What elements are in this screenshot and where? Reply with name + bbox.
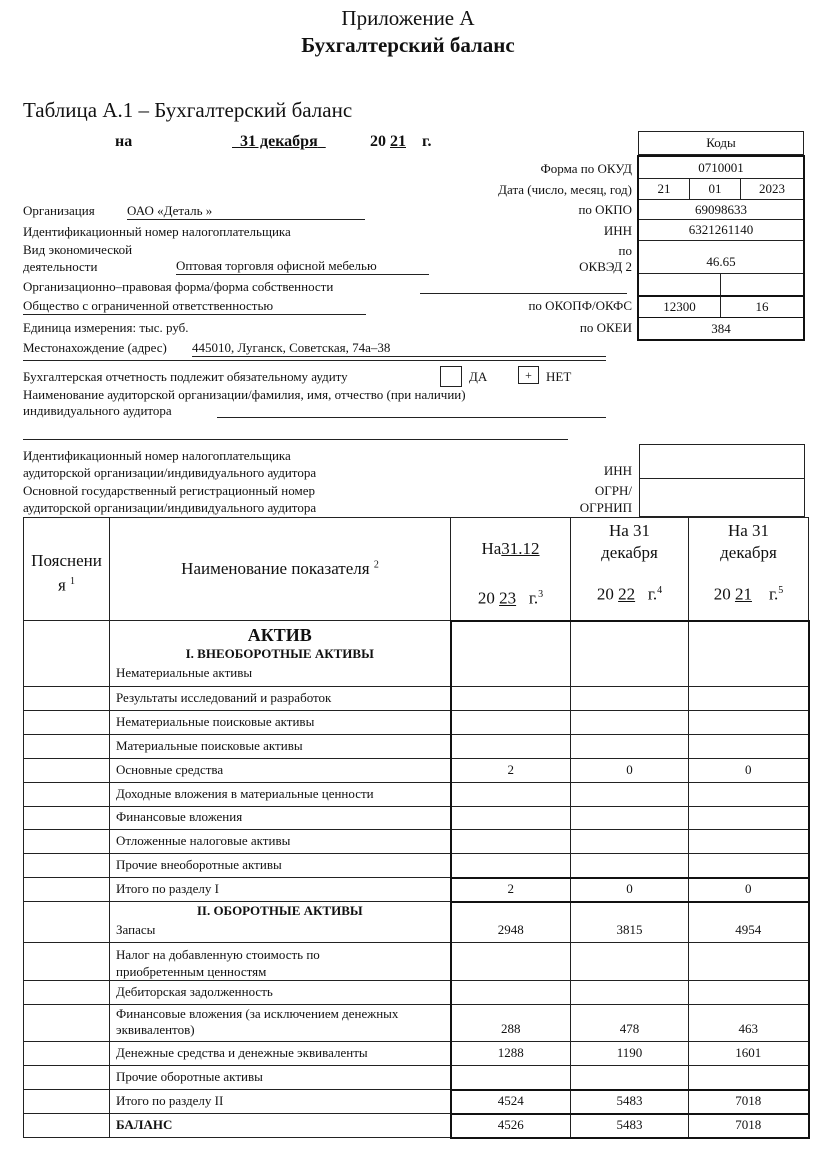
date-label: Дата (число, месяц, год) <box>498 182 632 197</box>
table-row <box>24 621 809 687</box>
row-label-line-2: эквивалентов) <box>116 1022 195 1037</box>
year-suffix: 21 <box>390 133 406 150</box>
col-notes-text-1: Пояснени <box>31 551 102 571</box>
legal-form-field: Общество с ограниченной ответственностью <box>23 298 366 315</box>
row-notes-cell <box>24 830 110 854</box>
section-asset-title: АКТИВ <box>247 625 312 645</box>
table-row-balance-total <box>24 1114 809 1138</box>
value-2022 <box>571 621 689 687</box>
row-label: Дебиторская задолженность <box>110 981 451 1005</box>
col-notes-header <box>24 518 110 621</box>
okopf-spacer <box>639 274 721 295</box>
col-notes-sup: 1 <box>70 576 76 588</box>
value-2022: 0 <box>571 878 689 902</box>
col-notes-text-2: я <box>57 575 66 595</box>
value-2023 <box>451 711 571 735</box>
value-2022 <box>571 687 689 711</box>
value-2023 <box>451 735 571 759</box>
value-2021 <box>689 854 809 878</box>
auditor-ogrn-label-1: ОГРН/ <box>594 483 632 498</box>
value-2023 <box>451 783 571 807</box>
okved-label-1: по <box>618 243 632 258</box>
table-row <box>24 981 809 1005</box>
value-2023 <box>451 807 571 830</box>
table-row-subtotal-2 <box>24 1090 809 1114</box>
inn-code: 6321261140 <box>639 220 803 241</box>
audit-question: Бухгалтерская отчетность подлежит обязательному аудиту <box>23 369 348 384</box>
row-label: Запасы <box>116 922 156 937</box>
row-label: Итого по разделу II <box>110 1090 451 1114</box>
auditor-ogrn-label-2: ОГРНИП <box>579 500 632 515</box>
col-name-header <box>110 518 451 621</box>
value-2021 <box>689 830 809 854</box>
value-2023 <box>451 1066 571 1090</box>
table-row <box>24 1005 809 1042</box>
value-2021 <box>689 687 809 711</box>
value-2023: 4526 <box>451 1114 571 1138</box>
table-row <box>24 735 809 759</box>
audit-yes-checkbox[interactable] <box>440 366 462 387</box>
value-2021: 7018 <box>689 1114 809 1138</box>
activity-label-2: деятельности <box>23 259 98 274</box>
activity-label <box>23 241 132 275</box>
col-2022-header <box>571 518 689 621</box>
auditor-inn-text-2: аудиторской организации/индивидуального аудитора <box>23 465 317 480</box>
row-notes-cell <box>24 1005 110 1042</box>
row-notes-cell <box>24 621 110 687</box>
auditor-inn-text-1: Идентификационный номер налогоплательщика <box>23 448 291 463</box>
value-2023: 2 <box>451 759 571 783</box>
value-2022: 5483 <box>571 1090 689 1114</box>
col-name-text: Наименование показателя <box>181 559 370 578</box>
date-prefix: на <box>115 133 133 150</box>
okopf-code: 12300 <box>637 295 721 317</box>
org-name-field: ОАО «Деталь » <box>127 203 365 220</box>
row-notes-cell <box>24 1090 110 1114</box>
value-2022 <box>571 1066 689 1090</box>
value-2021: 463 <box>689 1005 809 1042</box>
table-row <box>24 687 809 711</box>
value-2023 <box>451 830 571 854</box>
row-label-line-1: Финансовые вложения (за исключением денежных <box>116 1006 399 1021</box>
auditor-inn-text <box>23 447 316 481</box>
value-2021 <box>689 783 809 807</box>
okud-code: 0710001 <box>639 157 803 179</box>
value-2023: 1288 <box>451 1042 571 1066</box>
col-2022-top-1: На 31 <box>608 521 651 540</box>
col-2023-year: 23 <box>499 588 517 608</box>
okopf-label: по ОКОПФ/ОКФС <box>528 298 632 313</box>
unit-label: Единица измерения: тыс. руб. <box>23 320 189 335</box>
value-2021 <box>689 1066 809 1090</box>
value-2023 <box>451 621 571 687</box>
auditor-name-label-1: Наименование аудиторской организации/фамилия, имя, отчество (при наличии) <box>23 387 466 402</box>
auditor-inn-label: ИНН <box>603 463 632 478</box>
report-date-value: 31 декабря <box>240 133 318 150</box>
okfs-code: 16 <box>721 295 805 317</box>
value-2022: 1190 <box>571 1042 689 1066</box>
value-2021 <box>689 711 809 735</box>
value-2022: 478 <box>571 1005 689 1042</box>
table-row <box>24 807 809 830</box>
value-2023: 4524 <box>451 1090 571 1114</box>
col-2021-unit: г. <box>768 584 779 604</box>
date-year: 2023 <box>741 179 803 200</box>
row-name-cell <box>110 943 451 981</box>
row-notes-cell <box>24 854 110 878</box>
row-notes-cell <box>24 759 110 783</box>
row-label: Прочие внеоборотные активы <box>110 854 451 878</box>
row-notes-cell <box>24 783 110 807</box>
row-notes-cell <box>24 711 110 735</box>
okved-code: 46.65 <box>639 241 803 274</box>
value-2023 <box>451 854 571 878</box>
table-row <box>24 854 809 878</box>
col-2021-year: 21 <box>734 584 752 604</box>
balance-table <box>23 517 810 1139</box>
col-name-sup: 2 <box>373 559 379 571</box>
value-2023: 2 <box>451 878 571 902</box>
value-2022 <box>571 943 689 981</box>
address-double-line <box>23 360 606 361</box>
report-date <box>232 133 326 151</box>
row-label-line-1: Налог на добавленную стоимость по <box>116 947 320 962</box>
audit-no-label: НЕТ <box>546 369 572 384</box>
value-2022 <box>571 981 689 1005</box>
value-2022: 3815 <box>571 902 689 943</box>
row-notes-cell <box>24 735 110 759</box>
value-2021: 0 <box>689 759 809 783</box>
auditor-ogrn-label <box>580 482 632 516</box>
row-notes-cell <box>24 687 110 711</box>
document-title: Бухгалтерский баланс <box>301 33 515 57</box>
okpo-label: по ОКПО <box>578 202 632 217</box>
value-2022 <box>571 854 689 878</box>
table-row <box>24 1066 809 1090</box>
value-2021: 1601 <box>689 1042 809 1066</box>
row-label: Прочие оборотные активы <box>110 1066 451 1090</box>
col-2023-sup: 3 <box>538 588 544 600</box>
year-prefix: 20 <box>370 133 386 150</box>
audit-no-checkbox[interactable]: + <box>518 366 539 384</box>
row-label-line-2: приобретенным ценностям <box>116 964 267 979</box>
row-notes-cell <box>24 943 110 981</box>
value-2023 <box>451 981 571 1005</box>
value-2021 <box>689 981 809 1005</box>
row-label: Материальные поисковые активы <box>110 735 451 759</box>
table-row <box>24 711 809 735</box>
inn-text: Идентификационный номер налогоплательщика <box>23 224 291 239</box>
row-name-cell <box>110 1005 451 1042</box>
row-label: Результаты исследований и разработок <box>110 687 451 711</box>
value-2023: 2948 <box>451 902 571 943</box>
value-2022 <box>571 735 689 759</box>
table-row <box>24 783 809 807</box>
row-name-cell <box>110 621 451 687</box>
value-2023: 288 <box>451 1005 571 1042</box>
table-row <box>24 902 809 943</box>
col-2023-prefix: На <box>481 538 502 558</box>
legal-form-code-line <box>420 293 627 294</box>
value-2021 <box>689 807 809 830</box>
value-2022: 0 <box>571 759 689 783</box>
okved-label <box>579 243 632 275</box>
auditor-name-field[interactable] <box>217 417 606 418</box>
row-label: Денежные средства и денежные эквиваленты <box>110 1042 451 1066</box>
value-2022: 5483 <box>571 1114 689 1138</box>
col-2023-unit: г. <box>528 588 539 608</box>
row-label: Нематериальные поисковые активы <box>110 711 451 735</box>
row-notes-cell <box>24 807 110 830</box>
row-notes-cell <box>24 878 110 902</box>
value-2022 <box>571 807 689 830</box>
activity-field: Оптовая торговля офисной мебелью <box>176 258 429 275</box>
table-row <box>24 759 809 783</box>
value-2021 <box>689 621 809 687</box>
col-2021-top-1: На 31 <box>727 521 770 540</box>
audit-yes-label: ДА <box>469 369 488 384</box>
row-notes-cell <box>24 1042 110 1066</box>
row-label: Доходные вложения в материальные ценности <box>110 783 451 807</box>
auditor-ogrn-text-1: Основной государственный регистрационный номер <box>23 483 315 498</box>
appendix-label: Приложение А <box>341 6 475 30</box>
col-2021-sup: 5 <box>778 585 784 596</box>
table-row <box>24 830 809 854</box>
value-2022 <box>571 711 689 735</box>
value-2021: 7018 <box>689 1090 809 1114</box>
legal-form-label: Организационно–правовая форма/форма собственности <box>23 279 334 294</box>
date-month: 01 <box>690 179 741 200</box>
col-2022-unit: г. <box>647 584 658 604</box>
okved-label-2: ОКВЭД 2 <box>579 259 632 274</box>
table-header-row <box>24 518 809 621</box>
auditor-ogrn-field[interactable] <box>639 478 805 517</box>
col-2021-year-prefix: 20 <box>713 584 731 604</box>
value-2021: 4954 <box>689 902 809 943</box>
col-2022-top-2: декабря <box>601 543 658 562</box>
auditor-ogrn-text-2: аудиторской организации/индивидуального аудитора <box>23 500 317 515</box>
col-2023-header <box>451 518 571 621</box>
row-notes-cell <box>24 981 110 1005</box>
report-year <box>370 133 431 151</box>
col-2022-sup: 4 <box>657 585 663 596</box>
section-2-title: II. ОБОРОТНЫЕ АКТИВЫ <box>196 903 363 918</box>
year-unit: г. <box>422 133 432 150</box>
okpo-code: 69098633 <box>639 200 803 220</box>
value-2021 <box>689 735 809 759</box>
col-2021-top-2: декабря <box>720 543 777 562</box>
col-2023-year-prefix: 20 <box>477 588 495 608</box>
table-row-subtotal-1 <box>24 878 809 902</box>
address-field: 445010, Луганск, Советская, 74а–38 <box>192 340 606 357</box>
col-2022-year-prefix: 20 <box>596 584 614 604</box>
row-label: Итого по разделу I <box>110 878 451 902</box>
okei-label: по ОКЕИ <box>579 320 632 335</box>
value-2023 <box>451 943 571 981</box>
row-label: Основные средства <box>110 759 451 783</box>
col-2022-year: 22 <box>618 584 636 604</box>
okei-code: 384 <box>637 317 805 341</box>
value-2021 <box>689 943 809 981</box>
date-day: 21 <box>639 179 690 200</box>
row-label: БАЛАНС <box>110 1114 451 1138</box>
col-2021-header <box>689 518 809 621</box>
value-2021: 0 <box>689 878 809 902</box>
auditor-name-label-2: индивидуального аудитора <box>23 403 172 418</box>
table-caption: Таблица А.1 – Бухгалтерский баланс <box>23 98 353 122</box>
org-label: Организация <box>23 203 95 218</box>
auditor-inn-field[interactable] <box>639 444 805 479</box>
row-label: Финансовые вложения <box>110 807 451 830</box>
table-row <box>24 943 809 981</box>
auditor-name-line-2 <box>23 439 568 440</box>
section-1-title: I. ВНЕОБОРОТНЫЕ АКТИВЫ <box>185 646 374 661</box>
activity-label-1: Вид экономической <box>23 242 133 257</box>
value-2022 <box>571 830 689 854</box>
address-label: Местонахождение (адрес) <box>23 340 167 355</box>
row-notes-cell <box>24 1114 110 1138</box>
row-notes-cell <box>24 1066 110 1090</box>
codes-header: Коды <box>638 131 804 155</box>
row-label: Нематериальные активы <box>116 665 253 680</box>
row-label: Отложенные налоговые активы <box>110 830 451 854</box>
row-name-cell <box>110 902 451 943</box>
value-2023 <box>451 687 571 711</box>
auditor-ogrn-text <box>23 482 316 516</box>
okud-label: Форма по ОКУД <box>540 161 632 176</box>
inn-label: ИНН <box>603 223 632 238</box>
row-notes-cell <box>24 902 110 943</box>
value-2022 <box>571 783 689 807</box>
table-row <box>24 1042 809 1066</box>
col-2023-date: 31.12 <box>501 538 540 558</box>
